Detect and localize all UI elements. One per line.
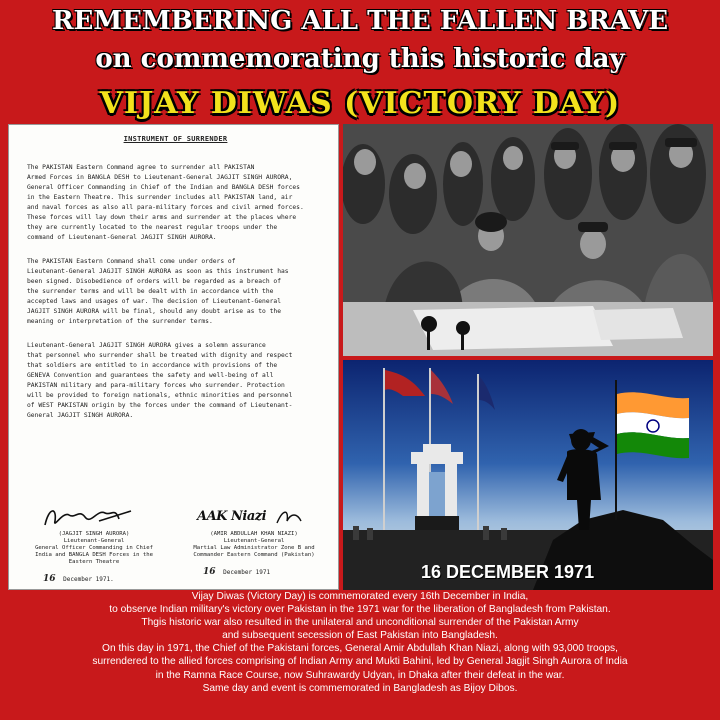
surrender-photo-graphic — [343, 124, 713, 356]
niazi-date-rest: December 1971 — [223, 569, 271, 576]
niazi-date-day: 16 — [203, 567, 216, 577]
aurora-rank: Lieutenant-General — [63, 538, 125, 544]
signature-aurora — [19, 503, 169, 531]
caption-block — [0, 590, 720, 695]
aurora-date-rest: December 1971. — [63, 576, 114, 583]
caption-line-7: in the Ramna Race Course, now Suhrawardy Udyan, in Dhaka after their defeat in the war. — [155, 669, 565, 681]
signatory-niazi — [179, 503, 329, 576]
caption-line-6: surrendered to the allied forces comprising of Indian Army and Mukti Bahini, led by General Jagjit Singh Aurora of India — [92, 656, 628, 668]
caption-line-4: and subsequent secession of East Pakistan into Bangladesh. — [222, 630, 498, 642]
headline-line-2: on commemorating this historic day — [95, 44, 625, 74]
aurora-name: (JAGJIT SINGH AURORA) — [58, 531, 130, 537]
niazi-date — [179, 569, 329, 576]
aurora-role: General Officer Commanding in Chief India and BANGLA DESH Forces in the Eastern Theatre — [35, 545, 153, 565]
signature-block — [19, 503, 330, 587]
headline-line-1: REMEMBERING ALL THE FALLEN BRAVE — [51, 6, 669, 36]
document-paragraph-1: The PAKISTAN Eastern Command agree to surrender all PAKISTAN Armed Forces in BANGLA DESH to Lieutenant-General JAGJIT SINGH AURORA, General Officer Commanding in Chief of the Indian and BANGLA DESH forces in the Eastern Theatre. This surrender includes all PAKISTAN land, air and naval forces as also all para-military forces and civil armed forces. These forces will lay down their arms and surrender at the places where they are currently located to the nearest regular troops under the command of Lieutenant-General JAGJIT SINGH AURORA. — [27, 164, 304, 241]
memorial-scene — [343, 360, 713, 590]
niazi-name: (AMIR ABDULLAH KHAN NIAZI) — [210, 531, 298, 537]
caption-line-3: Thgis historic war also resulted in the unilateral and unconditional surrender of the Pakistan Army — [141, 617, 579, 629]
signature-niazi — [179, 503, 329, 531]
signatory-aurora — [19, 503, 169, 583]
caption-line-5: On this day in 1971, the Chief of the Pakistani forces, General Amir Abdullah Khan Niazi, along with 93,000 troops, — [102, 643, 618, 655]
aurora-date — [19, 576, 169, 583]
caption-line-8: Same day and event is commemorated in Bangladesh as Bijoy Dibos. — [202, 682, 518, 694]
headline-line-3: VIJAY DIWAS (VICTORY DAY) — [99, 86, 621, 121]
caption-line-1: Vijay Diwas (Victory Day) is commemorated every 16th December in India, — [191, 591, 529, 602]
signature-niazi-text: AAK Niazi — [197, 509, 267, 524]
document-paragraph-2: The PAKISTAN Eastern Command shall come under orders of Lieutenant-General JAGJIT SINGH AURORA as soon as this instrument has been signed. Disobedience of orders will be regarded as a breach of the surrender terms and will be dealt with in accordance with the accepted laws and usages of war. The decision of Lieutenant-General JAGJIT SINGH AURORA will be final, should any doubt arise as to the meaning or interpretation of the surrender terms. — [27, 258, 289, 325]
niazi-role: Martial Law Administrator Zone B and Commander Eastern Command (Pakistan) — [193, 545, 315, 558]
surrender-document — [8, 124, 339, 590]
niazi-rank: Lieutenant-General — [223, 538, 285, 544]
memorial-date-text: 16 DECEMBER 1971 — [421, 562, 595, 582]
caption-line-2: to observe Indian military's victory over Pakistan in the 1971 war for the liberation of Bangladesh from Pakistan. — [109, 604, 611, 616]
aurora-date-day: 16 — [43, 574, 56, 584]
surrender-signing-photo — [343, 124, 713, 356]
memorial-graphic — [343, 360, 713, 590]
document-paragraph-3: Lieutenant-General JAGJIT SINGH AURORA gives a solemn assurance that personnel who surrender shall be treated with dignity and respect that soldiers are entitled to in accordance with provisions of the GENEVA Convention and guarantees the safety and well-being of all PAKISTAN military and para-military forces who surrender. Protection will be provided to foreign nationals, ethnic minorities and personnel of WEST PAKISTAN origin by the forces under the command of Lieutenant- General JAGJIT SINGH AURORA. — [27, 342, 293, 419]
document-title: INSTRUMENT OF SURRENDER — [123, 135, 228, 143]
